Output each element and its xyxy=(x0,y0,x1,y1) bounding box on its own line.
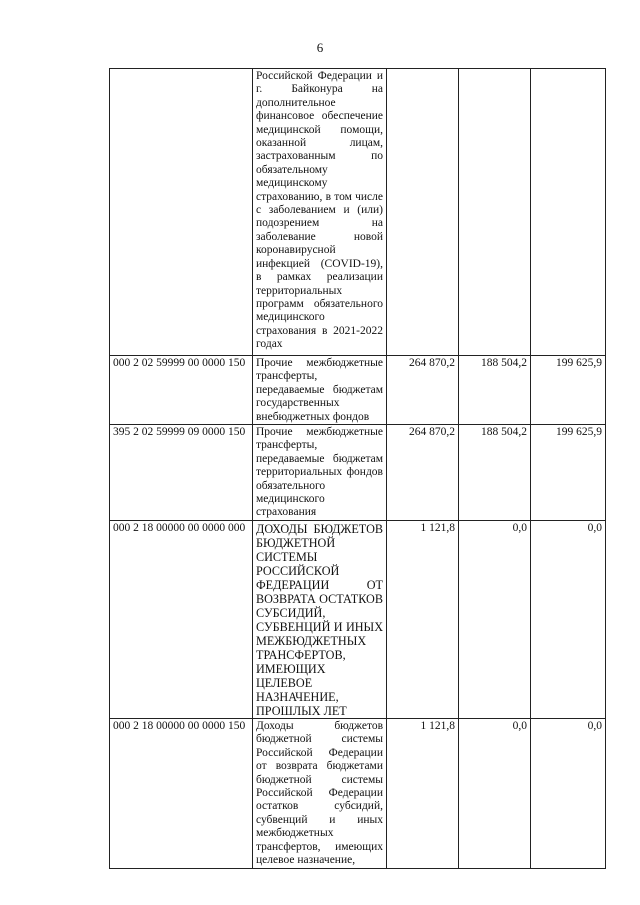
amount-2023-cell: 0,0 xyxy=(531,719,606,869)
amount-2023-cell: 0,0 xyxy=(531,521,606,719)
description-cell: Прочие межбюджетные трансферты, передаваемые бюджетам государственных внебюджетных фондов xyxy=(253,356,387,425)
amount-2021-cell: 1 121,8 xyxy=(387,521,459,719)
description-cell: ДОХОДЫ БЮДЖЕТОВ БЮДЖЕТНОЙ СИСТЕМЫ РОССИЙСКОЙ ФЕДЕРАЦИИ ОТ ВОЗВРАТА ОСТАТКОВ СУБСИДИЙ, СУБВЕНЦИЙ И ИНЫХ МЕЖБЮДЖЕТНЫХ ТРАНСФЕРТОВ, ИМЕЮЩИХ ЦЕЛЕВОЕ НАЗНАЧЕНИЕ, ПРОШЛЫХ ЛЕТ xyxy=(253,521,387,719)
table-row xyxy=(110,356,606,425)
budget-code-cell: 395 2 02 59999 09 0000 150 xyxy=(110,425,253,521)
page-number: 6 xyxy=(316,40,324,55)
amount-2023-cell: 199 625,9 xyxy=(531,356,606,425)
revenue-table xyxy=(109,68,606,869)
budget-code-cell: 000 2 02 59999 00 0000 150 xyxy=(110,356,253,425)
description-cell: Доходы бюджетов бюджетной системы Российской Федерации от возврата бюджетами бюджетной системы Российской Федерации остатков субсидий, субвенций и иных межбюджетных трансфертов, имеющих целевое назначение, xyxy=(253,719,387,869)
budget-code-cell: 000 2 18 00000 00 0000 150 xyxy=(110,719,253,869)
amount-2022-cell xyxy=(459,69,531,356)
description-cell: Прочие межбюджетные трансферты, передаваемые бюджетам территориальных фондов обязательного медицинского страхования xyxy=(253,425,387,521)
amount-2021-cell: 264 870,2 xyxy=(387,356,459,425)
table-row xyxy=(110,521,606,719)
description-cell: Российской Федерации и г. Байконура на дополнительное финансовое обеспечение медицинской помощи, оказанной лицам, застрахованным по обязательному медицинскому страхованию, в том числе с заболеванием и (или) подозрением на заболевание новой коронавирусной инфекцией (COVID-19), в рамках реализации территориальных программ обязательного медицинского страхования в 2021-2022 годах xyxy=(253,69,387,356)
amount-2023-cell xyxy=(531,69,606,356)
table-row xyxy=(110,425,606,521)
budget-code-cell xyxy=(110,69,253,356)
amount-2022-cell: 188 504,2 xyxy=(459,356,531,425)
amount-2021-cell: 1 121,8 xyxy=(387,719,459,869)
amount-2022-cell: 188 504,2 xyxy=(459,425,531,521)
table-row xyxy=(110,719,606,869)
amount-2023-cell: 199 625,9 xyxy=(531,425,606,521)
amount-2021-cell: 264 870,2 xyxy=(387,425,459,521)
amount-2022-cell: 0,0 xyxy=(459,719,531,869)
table-row xyxy=(110,69,606,356)
budget-code-cell: 000 2 18 00000 00 0000 000 xyxy=(110,521,253,719)
amount-2021-cell xyxy=(387,69,459,356)
amount-2022-cell: 0,0 xyxy=(459,521,531,719)
